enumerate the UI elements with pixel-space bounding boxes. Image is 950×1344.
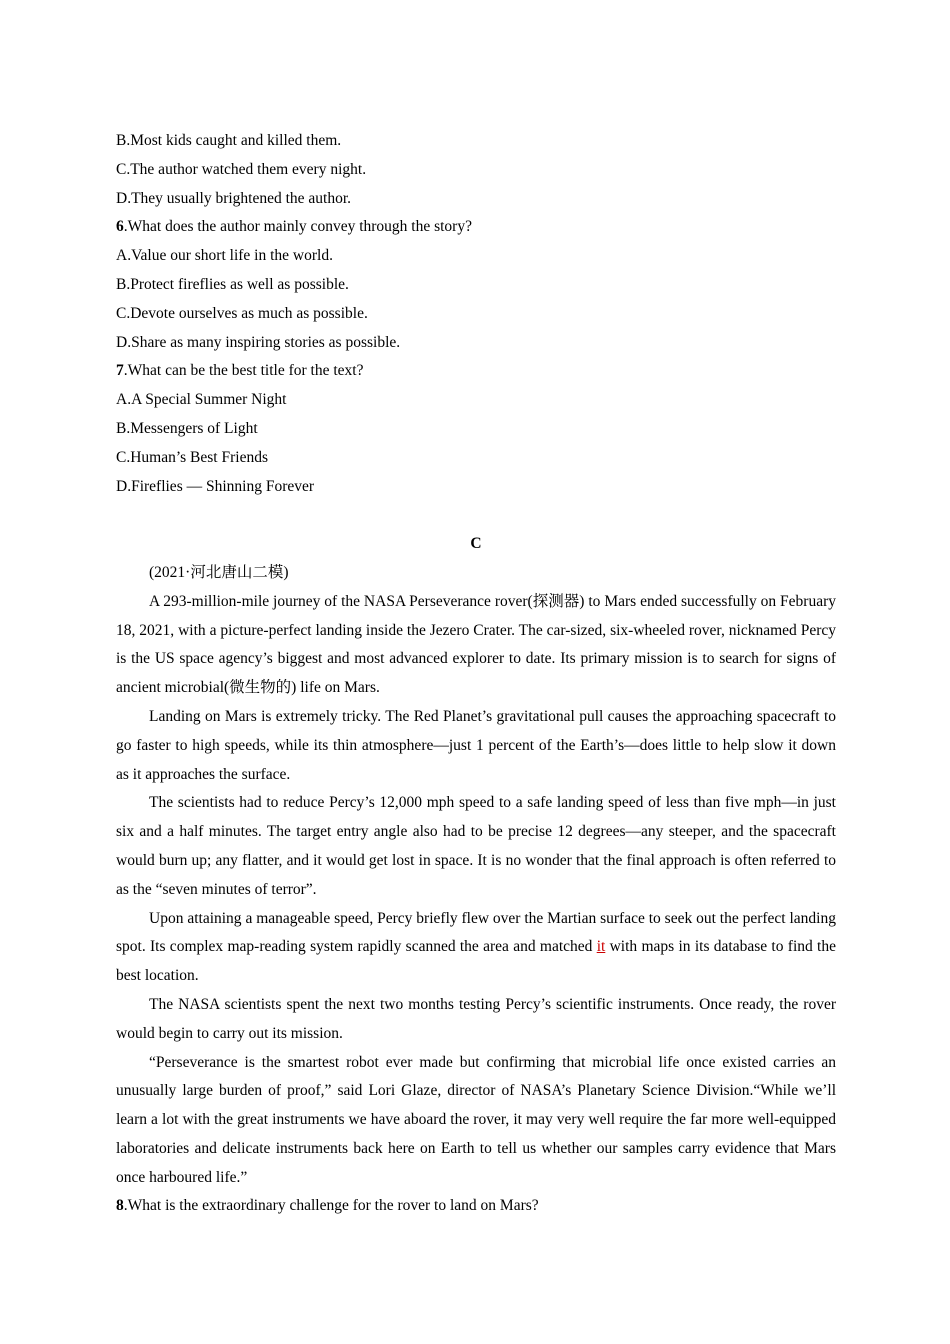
q6-text: .What does the author mainly convey through the story?	[123, 218, 472, 236]
q8-number: 8	[116, 1197, 124, 1215]
section-title: C	[470, 535, 482, 553]
q6-number: 6	[116, 218, 124, 236]
q6-option-a: A.Value our short life in the world.	[116, 247, 333, 265]
document-page	[116, 127, 836, 1221]
paragraph-4-text-after: with maps in its database to find the best location.	[116, 938, 836, 985]
q5-option-c: C.The author watched them every night.	[116, 160, 367, 178]
passage-paragraph-5: The NASA scientists spent the next two months testing Percy’s scientific instruments. Once ready, the rover would begin to carry out its mission.	[116, 995, 836, 1042]
q5-option-d: D.They usually brightened the author.	[116, 189, 352, 207]
passage-source: (2021·河北唐山二模)	[149, 563, 289, 581]
q8-stem	[116, 1192, 836, 1221]
q7-option-a: A.A Special Summer Night	[116, 391, 287, 409]
passage-paragraph-2: Landing on Mars is extremely tricky. The Red Planet’s gravitational pull causes the approaching spacecraft to go faster to high speeds, while its thin atmosphere—just 1 percent of the Earth’s—does little to help slow it down as it approaches the surface.	[116, 707, 836, 783]
passage-paragraph-6: “Perseverance is the smartest robot ever made but confirming that microbial life once existed carries an unusually large burden of proof,” said Lori Glaze, director of NASA’s Planetary Science Division.“While we’ll learn a lot with the great instruments we have aboard the rover, it may very well require the far more well-equipped laboratories and delicate instruments back here on Earth to tell us whether our samples carry evidence that Mars once harboured life.”	[116, 1053, 836, 1186]
q7-text: .What can be the best title for the text?	[123, 362, 364, 380]
q6-option-c: C.Devote ourselves as much as possible.	[116, 304, 368, 322]
passage-paragraph-4	[116, 905, 836, 991]
q5-option-b: B.Most kids caught and killed them.	[116, 132, 342, 149]
passage-paragraph-1: A 293-million-mile journey of the NASA Perseverance rover(探测器) to Mars ended successfully on February 18, 2021, with a picture-perfect landing inside the Jezero Crater. The car-sized, six-wheeled rover, nicknamed Percy is the US space agency’s biggest and most advanced explorer to date. Its primary mission is to search for signs of ancient microbial(微生物的) life on Mars.	[116, 592, 836, 697]
q7-number: 7	[116, 362, 124, 380]
q7-stem	[116, 357, 836, 386]
q7-option-c: C.Human’s Best Friends	[116, 448, 268, 466]
q8-text: .What is the extraordinary challenge for the rover to land on Mars?	[123, 1197, 539, 1215]
q7-option-d: D.Fireflies — Shinning Forever	[116, 477, 315, 495]
q6-option-d: D.Share as many inspiring stories as possible.	[116, 333, 401, 351]
paragraph-4-text-before: Upon attaining a manageable speed, Percy briefly flew over the Martian surface to seek out the perfect landing spot. Its complex map-reading system rapidly scanned the area and matched	[116, 909, 836, 956]
highlighted-word-it[interactable]: it	[596, 938, 606, 956]
q6-stem	[116, 213, 836, 242]
q7-option-b: B.Messengers of Light	[116, 419, 258, 437]
passage-paragraph-3: The scientists had to reduce Percy’s 12,000 mph speed to a safe landing speed of less than five mph—in just six and a half minutes. The target entry angle also had to be precise 12 degrees—any steeper, and the spacecraft would burn up; any flatter, and it would get lost in space. It is no wonder that the final approach is often referred to as the “seven minutes of terror”.	[116, 794, 836, 898]
q6-option-b: B.Protect fireflies as well as possible.	[116, 275, 349, 293]
section-spacer	[116, 501, 836, 530]
